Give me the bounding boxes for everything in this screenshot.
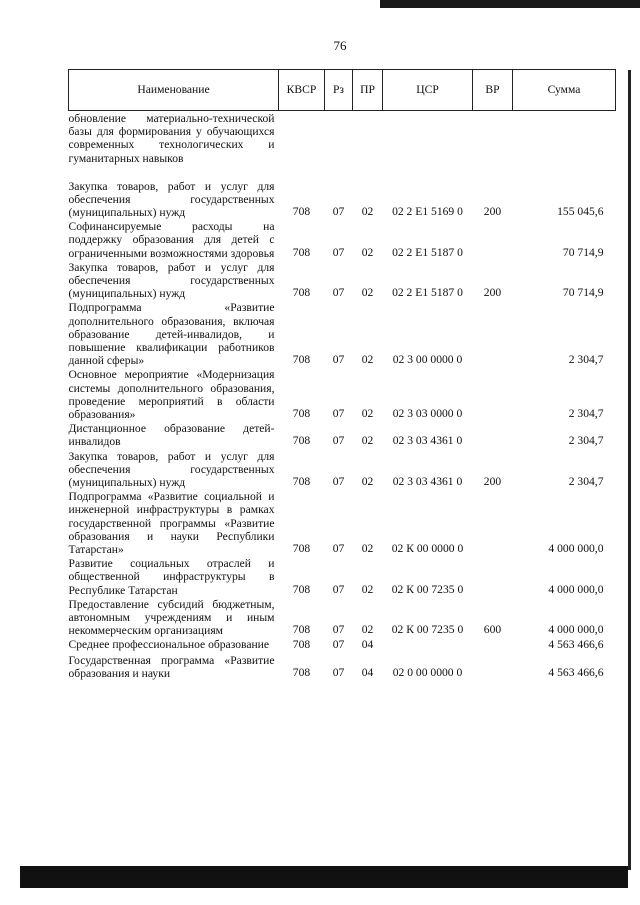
table-header-row bbox=[69, 70, 616, 111]
row-pr: 02 bbox=[361, 245, 374, 259]
scan-artifact-right-edge bbox=[628, 70, 631, 870]
row-kvsr: 708 bbox=[292, 353, 311, 367]
header-rz: Рз bbox=[325, 70, 353, 111]
row-sum bbox=[513, 111, 616, 179]
row-sum: 4 563 466,6 bbox=[548, 638, 604, 652]
row-pr bbox=[353, 111, 383, 179]
table-row bbox=[69, 260, 616, 301]
row-csr: 02 0 00 0000 0 bbox=[392, 665, 463, 679]
row-pr: 04 bbox=[361, 638, 374, 652]
row-name: Основное мероприятие «Модернизация системы дополнительного образования, проведение мероприятий в области образования» bbox=[68, 368, 275, 421]
row-rz: 07 bbox=[332, 638, 345, 652]
row-sum: 2 304,7 bbox=[568, 353, 604, 367]
row-vr: 200 bbox=[483, 286, 502, 300]
row-sum: 2 304,7 bbox=[568, 474, 604, 488]
row-vr bbox=[473, 300, 513, 367]
header-vr: ВР bbox=[473, 70, 513, 111]
row-rz: 07 bbox=[332, 204, 345, 218]
row-kvsr: 708 bbox=[292, 286, 311, 300]
row-csr: 02 3 03 0000 0 bbox=[392, 406, 463, 420]
row-rz: 07 bbox=[332, 353, 345, 367]
table-row bbox=[69, 489, 616, 556]
row-name: Предоставление субсидий бюджетным, автономным учреждениям и иным некоммерческим организациям bbox=[68, 597, 275, 638]
row-csr: 02 К 00 7235 0 bbox=[391, 623, 464, 637]
row-kvsr: 708 bbox=[292, 623, 311, 637]
row-vr bbox=[473, 653, 513, 680]
row-sum: 70 714,9 bbox=[562, 286, 604, 300]
header-csr: ЦСР bbox=[383, 70, 473, 111]
row-name: Подпрограмма «Развитие дополнительного образования, включая образование детей-инвалидов, и повышение квалификации работников данной сферы» bbox=[68, 301, 275, 368]
row-kvsr bbox=[279, 111, 325, 179]
row-csr bbox=[383, 111, 473, 179]
row-rz: 07 bbox=[332, 623, 345, 637]
row-csr: 02 К 00 0000 0 bbox=[391, 541, 464, 555]
table-row bbox=[69, 300, 616, 367]
row-pr: 02 bbox=[361, 353, 374, 367]
table-row bbox=[69, 179, 616, 220]
row-kvsr: 708 bbox=[292, 665, 311, 679]
row-pr: 02 bbox=[361, 286, 374, 300]
scan-artifact-top bbox=[380, 0, 640, 8]
row-sum: 70 714,9 bbox=[562, 245, 604, 259]
row-pr: 02 bbox=[361, 474, 374, 488]
row-name: Закупка товаров, работ и услуг для обеспечения государственных (муниципальных) нужд bbox=[68, 179, 275, 219]
row-csr: 02 2 E1 5187 0 bbox=[392, 286, 463, 300]
row-pr: 02 bbox=[361, 204, 374, 218]
row-sum: 2 304,7 bbox=[568, 406, 604, 420]
row-vr: 200 bbox=[483, 474, 502, 488]
row-vr: 200 bbox=[483, 204, 502, 218]
row-pr: 02 bbox=[361, 582, 374, 596]
row-rz: 07 bbox=[332, 245, 345, 259]
row-vr bbox=[473, 421, 513, 448]
row-pr: 02 bbox=[361, 623, 374, 637]
table-row bbox=[69, 653, 616, 680]
row-kvsr: 708 bbox=[292, 245, 311, 259]
row-kvsr: 708 bbox=[292, 406, 311, 420]
table-row bbox=[69, 219, 616, 260]
row-kvsr: 708 bbox=[292, 638, 311, 652]
row-rz: 07 bbox=[332, 541, 345, 555]
table-row bbox=[69, 597, 616, 638]
row-name: Государственная программа «Развитие образования и науки bbox=[68, 653, 275, 680]
row-pr: 02 bbox=[361, 434, 374, 448]
row-vr bbox=[473, 637, 513, 652]
table-row bbox=[69, 556, 616, 597]
table-row bbox=[69, 367, 616, 421]
row-rz: 07 bbox=[332, 406, 345, 420]
row-sum: 4 563 466,6 bbox=[548, 665, 604, 679]
row-csr: 02 К 00 7235 0 bbox=[391, 582, 464, 596]
row-name: Подпрограмма «Развитие социальной и инженерной инфраструктуры в рамках государственной программы «Развитие образования и науки Республики Татарстан» bbox=[68, 490, 275, 556]
row-name: Развитие социальных отраслей и общественной инфраструктуры в Республике Татарстан bbox=[68, 557, 275, 597]
row-csr bbox=[383, 637, 473, 652]
row-rz bbox=[325, 111, 353, 179]
row-rz: 07 bbox=[332, 582, 345, 596]
row-name: Софинансируемые расходы на поддержку образования для детей с ограниченными возможностями здоровья bbox=[68, 220, 275, 260]
row-name: Закупка товаров, работ и услуг для обеспечения государственных (муниципальных) нужд bbox=[68, 260, 275, 301]
row-csr: 02 3 00 0000 0 bbox=[392, 353, 463, 367]
row-vr bbox=[473, 489, 513, 556]
row-csr: 02 2 E1 5169 0 bbox=[392, 204, 463, 218]
row-vr: 600 bbox=[483, 623, 502, 637]
row-rz: 07 bbox=[332, 286, 345, 300]
row-pr: 02 bbox=[361, 406, 374, 420]
row-rz: 07 bbox=[332, 474, 345, 488]
table-row bbox=[69, 421, 616, 448]
row-name: обновление материально-технической базы для формирования у обучающихся современных технологических и гуманитарных навыков bbox=[68, 112, 275, 165]
row-pr: 02 bbox=[361, 541, 374, 555]
row-csr: 02 2 E1 5187 0 bbox=[392, 245, 463, 259]
scan-artifact-bottom bbox=[20, 866, 628, 888]
table-row bbox=[69, 111, 616, 179]
row-csr: 02 3 03 4361 0 bbox=[392, 434, 463, 448]
row-sum: 4 000 000,0 bbox=[548, 582, 604, 596]
row-pr: 04 bbox=[361, 665, 374, 679]
row-vr bbox=[473, 219, 513, 260]
table-row bbox=[69, 637, 616, 652]
row-sum: 4 000 000,0 bbox=[548, 623, 604, 637]
row-kvsr: 708 bbox=[292, 582, 311, 596]
header-pr: ПР bbox=[353, 70, 383, 111]
row-kvsr: 708 bbox=[292, 204, 311, 218]
budget-table bbox=[68, 69, 616, 680]
row-sum: 2 304,7 bbox=[568, 434, 604, 448]
row-rz: 07 bbox=[332, 434, 345, 448]
row-kvsr: 708 bbox=[292, 541, 311, 555]
row-kvsr: 708 bbox=[292, 434, 311, 448]
table-row bbox=[69, 449, 616, 490]
page-number: 76 bbox=[333, 38, 347, 53]
header-kvsr: КВСР bbox=[279, 70, 325, 111]
row-vr bbox=[473, 367, 513, 421]
row-kvsr: 708 bbox=[292, 474, 311, 488]
row-name: Закупка товаров, работ и услуг для обеспечения государственных (муниципальных) нужд bbox=[68, 449, 275, 489]
header-sum: Сумма bbox=[513, 70, 616, 111]
row-sum: 155 045,6 bbox=[557, 204, 604, 218]
header-name: Наименование bbox=[69, 70, 279, 111]
row-csr: 02 3 03 4361 0 bbox=[392, 474, 463, 488]
row-name: Дистанционное образование детей-инвалидов bbox=[68, 422, 275, 449]
row-sum: 4 000 000,0 bbox=[548, 541, 604, 555]
row-rz: 07 bbox=[332, 665, 345, 679]
row-name: Среднее профессиональное образование bbox=[68, 638, 270, 652]
row-vr bbox=[473, 556, 513, 597]
row-vr bbox=[473, 111, 513, 179]
